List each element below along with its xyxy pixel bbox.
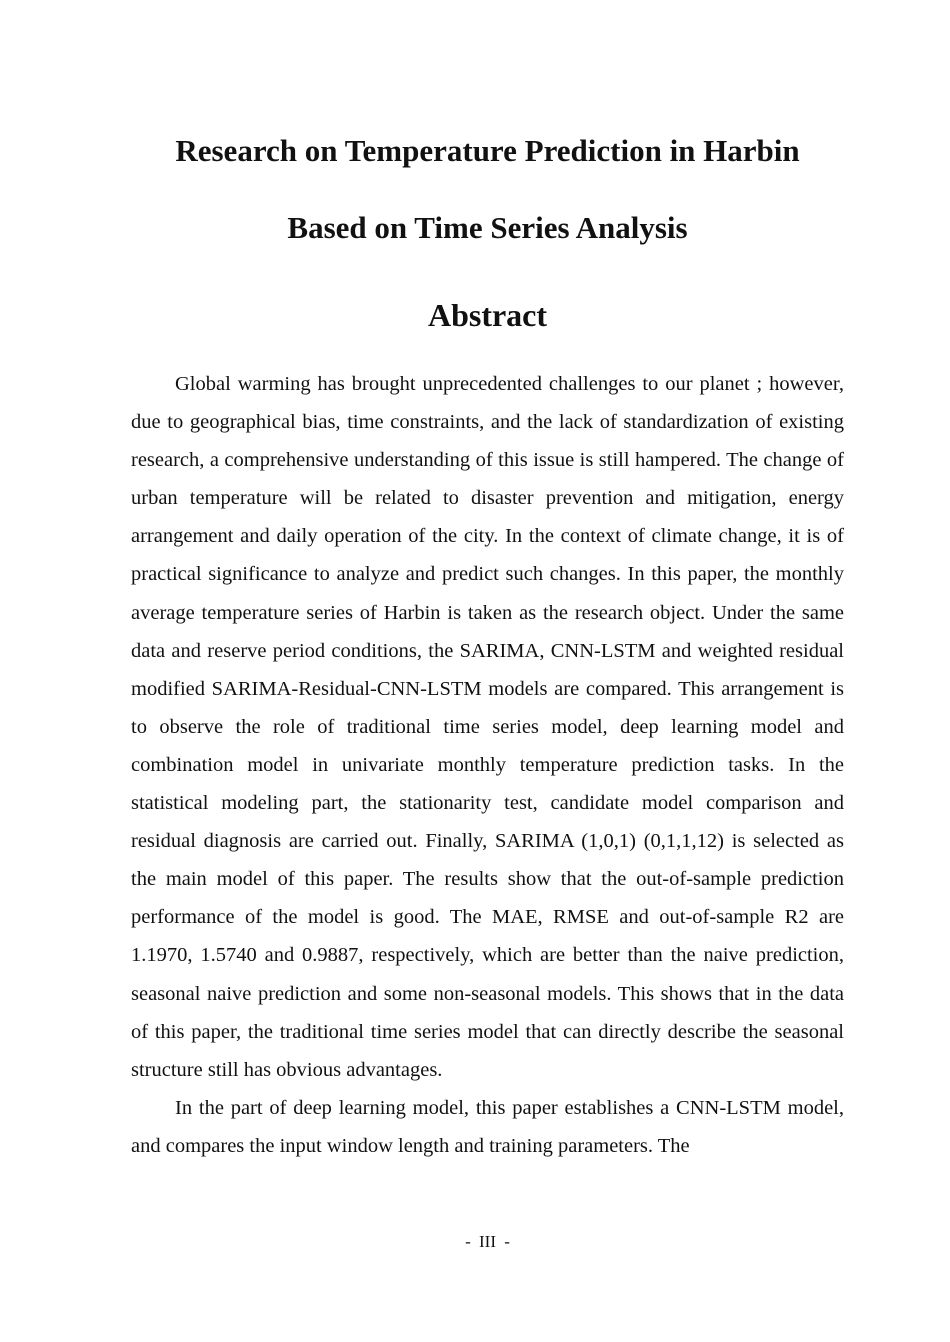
- paper-title-line-1: Research on Temperature Prediction in Harbin: [175, 133, 800, 168]
- abstract-paragraph-2: In the part of deep learning model, this paper establishes a CNN-LSTM model, and compares the input window length and training parameters. The: [131, 1096, 844, 1157]
- abstract-body: [131, 365, 844, 1165]
- paper-title-line-2: Based on Time Series Analysis: [287, 210, 688, 245]
- abstract-heading: Abstract: [427, 297, 548, 333]
- abstract-paragraph-1: Global warming has brought unprecedented challenges to our planet ; however, due to geographical bias, time constraints, and the lack of standardization of existing research, a comprehensive understanding of this issue is still hampered. The change of urban temperature will be related to disaster prevention and mitigation, energy arrangement and daily operation of the city. In the context of climate change, it is of practical significance to analyze and predict such changes. In this paper, the monthly average temperature series of Harbin is taken as the research object. Under the same data and reserve period conditions, the SARIMA, CNN-LSTM and weighted residual modified SARIMA-Residual-CNN-LSTM models are compared. This arrangement is to observe the role of traditional time series model, deep learning model and combination model in univariate monthly temperature prediction tasks. In the statistical modeling part, the stationarity test, candidate model comparison and residual diagnosis are carried out. Finally, SARIMA (1,0,1) (0,1,1,12) is selected as the main model of this paper. The results show that the out-of-sample prediction performance of the model is good. The MAE, RMSE and out-of-sample R2 are 1.1970, 1.5740 and 0.9887, respectively, which are better than the naive prediction, seasonal naive prediction and some non-seasonal models. This shows that in the data of this paper, the traditional time series model that can directly describe the seasonal structure still has obvious advantages.: [131, 373, 844, 1081]
- page-number: - III -: [465, 1232, 510, 1251]
